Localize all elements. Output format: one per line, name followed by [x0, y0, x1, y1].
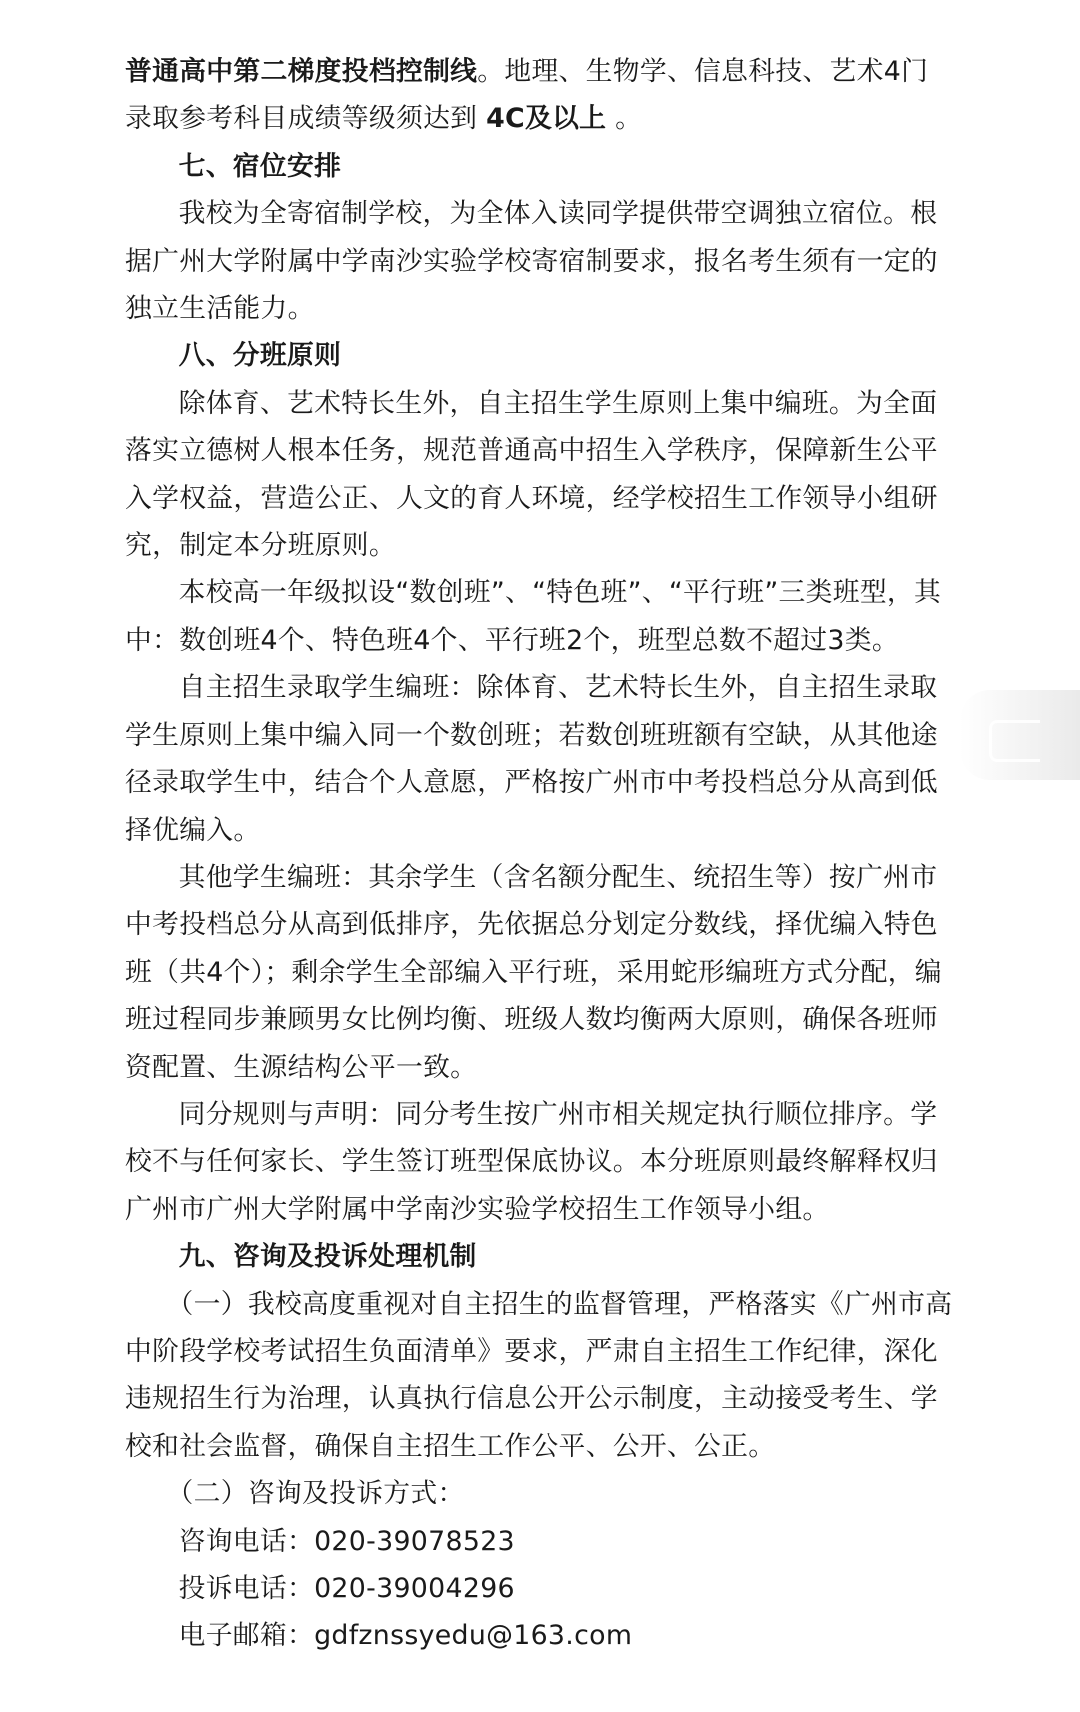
section6-tail-paragraph — [125, 48, 955, 143]
complaint-phone: 投诉电话：020-39004296 — [178, 1573, 515, 1604]
section8-paragraph-3: 自主招生录取学生编班：除体育、艺术特长生外，自主招生录取学生原则上集中编入同一个数创班；若数创班班额有空缺，从其他途径录取学生中，结合个人意愿，严格按广州市中考投档总分从高到低择优编入。 — [125, 672, 938, 846]
section8-paragraph-2: 本校高一年级拟设“数创班”、“特色班”、“平行班”三类班型，其中：数创班4个、特色班4个、平行班2个，班型总数不超过3类。 — [125, 577, 942, 656]
grade-bold: 4C及以上 — [486, 103, 607, 135]
section8-paragraph-5: 同分规则与声明：同分考生按广州市相关规定执行顺位排序。学校不与任何家长、学生签订班型保底协议。本分班原则最终解释权归广州市广州大学附属中学南沙实验学校招生工作领导小组。 — [125, 1098, 938, 1225]
contact-email: 电子邮箱：gdfznssyedu@163.com — [178, 1620, 633, 1652]
scan-artifact-glyph — [989, 720, 1040, 762]
section8-paragraph-1: 除体育、艺术特长生外，自主招生学生原则上集中编班。为全面落实立德树人根本任务，规范普通高中招生入学秩序，保障新生公平入学权益，营造公正、人文的育人环境，经学校招生工作领导小组研究，制定本分班原则。 — [125, 387, 938, 562]
control-line-bold: 普通高中第二梯度投档控制线 — [125, 56, 478, 87]
section6-tail-text-2: 。 — [606, 103, 643, 135]
section8-paragraph-4: 其他学生编班：其余学生（含名额分配生、统招生等）按广州市中考投档总分从高到低排序，先依据总分划定分数线，择优编入特色班（共4个）；剩余学生全部编入平行班，采用蛇形编班方式分配，编班过程同步兼顾男女比例均衡、班级人数均衡两大原则，确保各班师资配置、生源结构公平一致。 — [125, 861, 942, 1083]
section7-paragraph: 我校为全寄宿制学校，为全体入读同学提供带空调独立宿位。根据广州大学附属中学南沙实验学校寄宿制要求，报名考生须有一定的独立生活能力。 — [125, 198, 938, 325]
section6-tail-text-1: 。地理、生物学、信息科技、艺术4门录取参考科目成绩等级须达到 — [125, 56, 929, 135]
section7-heading: 七、宿位安排 — [178, 150, 342, 182]
section9-paragraph-2: （二）咨询及投诉方式： — [166, 1478, 465, 1510]
section9-paragraph-1: （一）我校高度重视对自主招生的监督管理，严格落实《广州市高中阶段学校考试招生负面清单》要求，严肃自主招生工作纪律，深化违规招生行为治理，认真执行信息公开公示制度，主动接受考生、学校和社会监督，确保自主招生工作公平、公开、公正。 — [125, 1288, 953, 1462]
document-body — [125, 48, 955, 1660]
consult-phone: 咨询电话：020-39078523 — [178, 1525, 515, 1557]
section8-heading: 八、分班原则 — [178, 340, 342, 372]
section9-heading: 九、咨询及投诉处理机制 — [178, 1241, 477, 1273]
scan-artifact-overlay — [960, 690, 1080, 780]
